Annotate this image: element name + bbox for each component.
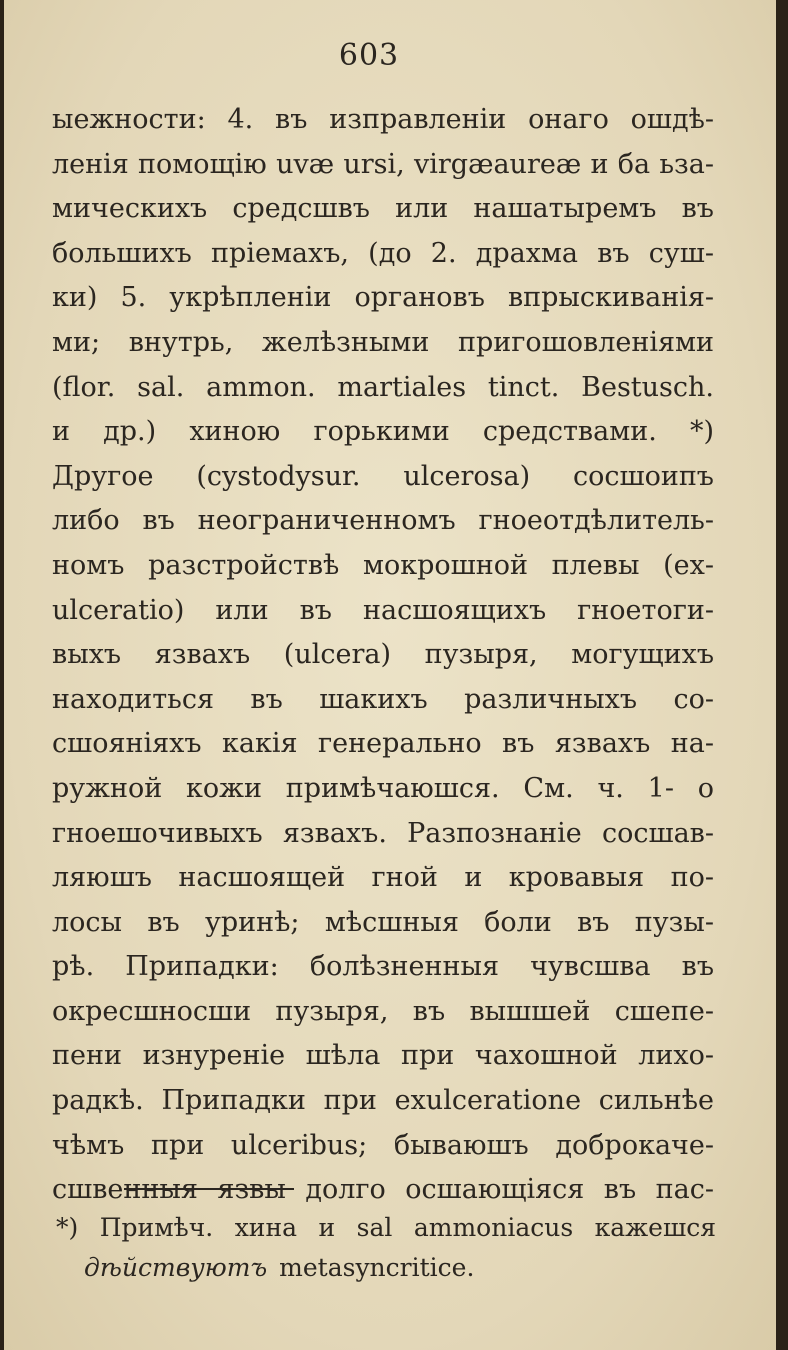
text-line: выхъ язвахъ (ulcera) пузыря, могущихъ: [52, 639, 714, 671]
text-line: ленія помощію uvæ ursi, virgæaureæ и ба ьза-: [52, 148, 714, 180]
text-line: окресшносши пузыря, въ вышшей сшепе-: [52, 995, 714, 1027]
footnote-italic-word: дѣйствуютъ: [84, 1253, 268, 1282]
text-line: ружной кожи примѣчаюшся. См. ч. 1- о: [52, 772, 714, 804]
text-line: гноешочивыхъ язвахъ. Разпознаніе сосшав-: [52, 817, 714, 849]
footnote-divider: [124, 1188, 294, 1190]
text-line: либо въ неограниченномъ гноеотдѣлитель-: [52, 505, 714, 537]
footnote: [56, 1208, 716, 1288]
text-line: большихъ пріемахъ, (до 2. драхма въ суш-: [52, 237, 714, 269]
text-line: находиться въ шакихъ различныхъ со-: [52, 683, 714, 715]
text-line: (flor. sal. ammon. martiales tinct. Bestusch.: [52, 371, 714, 403]
text-line: сшвенныя язвы долго осшающіяся въ пас-: [52, 1174, 714, 1206]
text-line: сшояніяхъ какія генерально въ язвахъ на-: [52, 728, 714, 760]
text-line: чѣмъ при ulceribus; бываюшъ доброкаче-: [52, 1129, 714, 1161]
text-line: радкѣ. Припадки при exulceratione сильнѣе: [52, 1085, 714, 1117]
text-line: ulceratio) или въ насшоящихъ гноетоги-: [52, 594, 714, 626]
text-line: лосы въ уринѣ; мѣсшныя боли въ пузы-: [52, 906, 714, 938]
text-line: и др.) хиною горькими средствами. *): [52, 416, 714, 448]
text-line: рѣ. Припадки: болѣзненныя чувсшва въ: [52, 951, 714, 983]
text-line: ляюшъ насшоящей гной и кровавыя по-: [52, 862, 714, 894]
text-line: ми; внутрь, желѣзными пригошовленіями: [52, 326, 714, 358]
text-line: мическихъ средсшвъ или нашатыремъ въ: [52, 193, 714, 225]
text-line: Другое (cystodysur. ulcerosa) сосшоипъ: [52, 460, 714, 492]
text-line: ки) 5. укрѣпленіи органовъ впрыскиванія-: [52, 282, 714, 314]
footnote-line: *) Примѣч. хина и sal ammoniacus кажешся: [56, 1213, 716, 1242]
body-text: [52, 98, 714, 1213]
text-line: ыежности: 4. въ изправленіи онаго ошдѣ-: [52, 104, 714, 135]
footnote-line: [56, 1248, 716, 1288]
text-line: номъ разстройствѣ мокрошной плевы (ех-: [52, 549, 714, 581]
footnote-word: metasyncritice.: [279, 1253, 475, 1282]
book-page: [4, 0, 776, 1350]
page-number: 603: [338, 38, 400, 73]
text-line: пени изнуреніе шѣла при чахошной лихо-: [52, 1040, 714, 1072]
